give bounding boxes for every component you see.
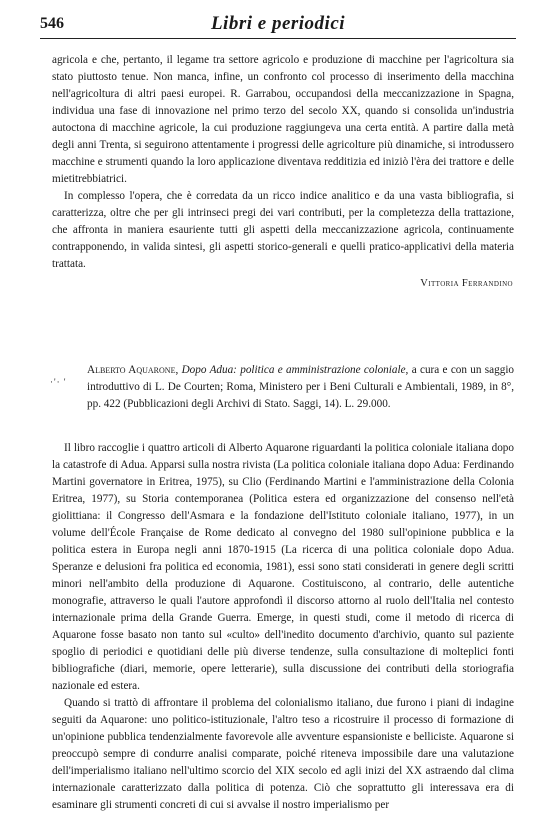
margin-mark: ·'· ' [50, 377, 67, 387]
header-rule [40, 38, 516, 39]
reference-author: Alberto Aquarone, [87, 364, 179, 376]
review-text [52, 440, 514, 814]
paragraph: agricola e che, pertanto, il legame tra settore agricolo e produzione di macchine per l'agricoltura sia stato piuttosto tenue. Non manca, infine, un confronto col processo di inserimento della macchina nell'agricoltura di altri paesi europei. R. Garrabou, occupandosi della meccanizzazione in Spagna, individua una fase di innovazione nel primo terzo del secolo XX, quando si consolida un'industria autoctona di macchine agricole, la cui produzione raggiungeva una certa entità. A partire dalla metà degli anni Trenta, si seguirono attentamente i progressi delle agricolture più dinamiche, si introdussero macchine e strumenti quando la loro applicazione diventava redditizia ed iniziò l'èra dei trattore e delle mietitrebbiatrici. [52, 54, 514, 185]
running-title: Libri e periodici [210, 13, 346, 34]
paragraph: Il libro raccoglie i quattro articoli di Alberto Aquarone riguardanti la politica coloniale italiana dopo la catastrofe di Adua. Apparsi sulla nostra rivista (La politica coloniale italiana dopo Adua: Ferdinando Martini governatore in Eritrea, 1975), su Clio (Ferdinando Martini e l'amministrazione della Colonia Eritrea, 1977), su Storia contemporanea (Politica estera ed organizzazione del consenso nell'età giolittiana: il Congresso dell'Asmara e la fondazione dell'Istituto coloniale italiano, 1977), in un volume dell'École Française de Rome dedicato al convegno del 1980 sull'opinione pubblica e la politica estera in Europa negli anni 1870-1915 (La ricerca di una politica coloniale dopo Adua. Speranze e delusioni fra politica ed economia, 1981), essi sono stati considerati in genere degli scritti minori nell'ambito della produzione di Aquarone. Costituiscono, al contrario, delle autentiche monografie, attraverso le quali l'autore approfondì il discorso attorno al ruolo dell'Italia nel contesto internazionale prima della Grande Guerra. Emerge, in questi studi, come il metodo di ricerca di Aquarone fosse basato non tanto sul «culto» dell'inedito documento d'archivio, quanto sul paziente spoglio di periodici e quotidiani delle più diverse tendenze, sulla consultazione di molteplici fonti bibliografiche (diari, memorie, opere letterarie), sulla discussione dei contributi della storiografia nazionale ed estera. [52, 442, 514, 692]
paragraph: Quando si trattò di affrontare il problema del colonialismo italiano, due furono i piani di indagine seguiti da Aquarone: uno politico-istituzionale, l'altro teso a ricostruire il processo di formazione di un'opinione pubblica tendenzialmente favorevole alle avventure espansioniste e belliciste. Aquarone si preoccupò sempre di condurre analisi comparate, poiché riteneva impossibile dare una valutazione dell'imperialismo italiano nell'ultimo scorcio del XIX secolo ed agli inizi del XX astraendo dal clima internazionale caratterizzato dalla politica di potenza. Ciò che soprattutto gli interessava era di esaminare gli strumenti concreti di cui si avvalse il nostro imperialismo per [52, 697, 514, 811]
page-number: 546 [40, 15, 64, 32]
paragraph: In complesso l'opera, che è corredata da un ricco indice analitico e da una vasta bibliografia, si caratterizza, oltre che per gli intrinseci pregi dei vari contributi, per la completezza della trattazione, che affronta in maniera esauriente tutti gli aspetti della meccanizzazione agricola, continuamente contrapponendo, in valida sintesi, gli aspetti storico-generali e quelli pratico-applicativi della materia trattata. [52, 190, 514, 270]
reference-details: a cura e con un saggio introduttivo di L. De Courten; Roma, Ministero per i Beni Culturali e Ambientali, 1989, in 8°, pp. 422 (Pubblicazioni degli Archivi di Stato. Saggi, 14). L. 29.000. [87, 364, 515, 410]
previous-review-text [52, 52, 514, 273]
reviewer-signature: Vittoria Ferrandino [420, 278, 513, 289]
reference-entry [52, 362, 514, 413]
reference-title: Dopo Adua: politica e amministrazione coloniale, [181, 364, 409, 376]
bibliographic-reference [52, 362, 514, 413]
page-header [40, 12, 516, 38]
